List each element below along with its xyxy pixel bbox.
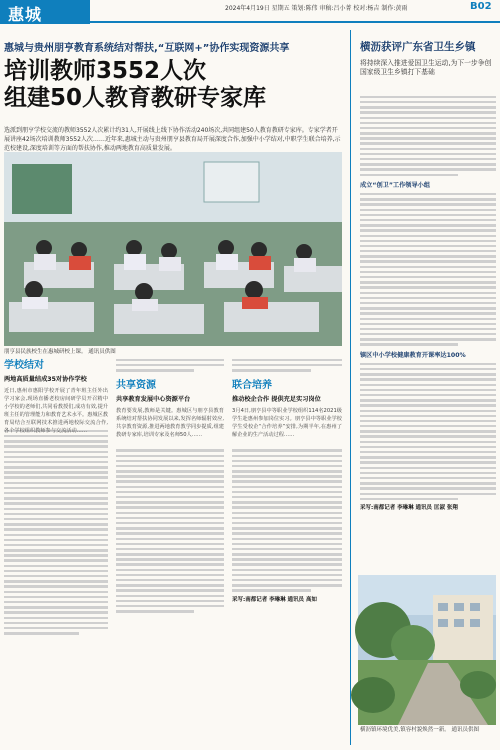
column-title: 共享资源 <box>116 379 156 391</box>
masthead-rule <box>90 21 500 23</box>
sidebar-section-title: 成立“创卫”工作领导小组 <box>360 182 431 189</box>
column-body-continued <box>116 449 224 612</box>
column-body: 近日,惠州市惠阳学校开展了青年班主任外出学习家会,现场直播老校房间研学员开召精中小学校的老师们,共同看教授们,成功有效,提升班主任的管理能力和教育艺术水平。惠城区教育局结合互联网技术推进两地校际交流合作,各个学校组织教师参与交流活动…… <box>4 388 108 434</box>
sidebar-section-text <box>360 193 496 346</box>
sidebar-intro-text <box>360 96 496 176</box>
sidebar-section-title: 镇区中小学校健康教育开课率达100% <box>360 351 466 359</box>
column-title: 学校结对 <box>4 360 44 371</box>
sidebar-subheadline: 将持续深入推进爱国卫生运动,为下一步争创国家级卫生乡镇打下基础 <box>360 59 492 76</box>
lead-headline: 培训教师3552人次 组建50人教育教研专家库 <box>4 58 267 111</box>
sidebar-section-text <box>360 363 496 500</box>
column-prior-text <box>116 359 224 372</box>
column-body-continued <box>4 430 108 635</box>
dateline: 2024年4月19日 星期五 策划:陈伟 审稿:吕小菁 校对:杨吉 制作:黄雨 <box>225 5 408 12</box>
sidebar-photo-caption: 横沥镇环境优美,镇容村貌焕然一新。 通讯员供图 <box>360 727 479 733</box>
page-number: B02 <box>470 1 492 12</box>
sidebar-headline: 横沥获评广东省卫生乡镇 <box>360 41 476 53</box>
classroom-photo-graphic <box>4 152 342 346</box>
lead-paragraph: 选派到朋亨学校交流的教师3552人次累计约31人,开展线上线下协作活动240场次,共同组建50人教育教研专家库。专家学者开展讲座42场次培训教师3552人次……近年来,惠城主动与贵州朋亨县教育局开展深度合作,加强中小学结对,中职学生联合培养,示范校建设,深度培训等方面的帮扶协作,推动两地教育高质量发展。 <box>4 127 341 152</box>
section-logo: 惠城 <box>0 0 90 24</box>
column-resource-sharing <box>116 356 224 615</box>
sidebar-byline: 采写:南都记者 李琳琳 通讯员 匡淑 张翔 <box>360 505 458 512</box>
town-street-photo <box>358 575 496 725</box>
photo-caption: 朋亨县民族校生在惠城研校上课。 通讯员供图 <box>4 349 116 355</box>
column-body: 教育要发展,教师是关键。惠城区与朋亨县教育系统结对帮扶协同发展以来,发挥名师辐射效应,共享教育资源,推进两地教育教学同步提质,组建教研专家库,培训专家及名师50人…… <box>116 407 224 438</box>
column-body-continued <box>232 449 342 591</box>
column-title: 联合培养 <box>232 379 272 391</box>
lead-kicker: 惠城与贵州朋亨教育系统结对帮扶,“互联网+”协作实现资源共享 <box>4 43 290 54</box>
byline: 采写:南都记者 李琳琳 通讯员 高如 <box>232 596 317 603</box>
column-subtitle: 共享教育发展中心资源平台 <box>116 395 191 403</box>
column-school-pairing <box>4 356 108 637</box>
column-joint-training <box>232 356 342 603</box>
column-subtitle: 推动校企合作 提供充足实习岗位 <box>232 395 321 403</box>
sidebar-body <box>360 93 496 511</box>
town-street-photo-graphic <box>358 575 496 725</box>
column-body: 3月4日,朋亨县中等职业学校组织114名2021级学生赴惠州参加岗位实习。朋亨县中等职业学校学生受校企“合作培养”安排,为期半年,在惠州了解企业的生产活动过程…… <box>232 407 342 438</box>
sidebar-divider <box>350 30 351 745</box>
column-prior-text <box>232 359 342 372</box>
column-subtitle: 两地高质量结成35对协作学校 <box>4 376 87 383</box>
classroom-photo <box>4 152 342 346</box>
